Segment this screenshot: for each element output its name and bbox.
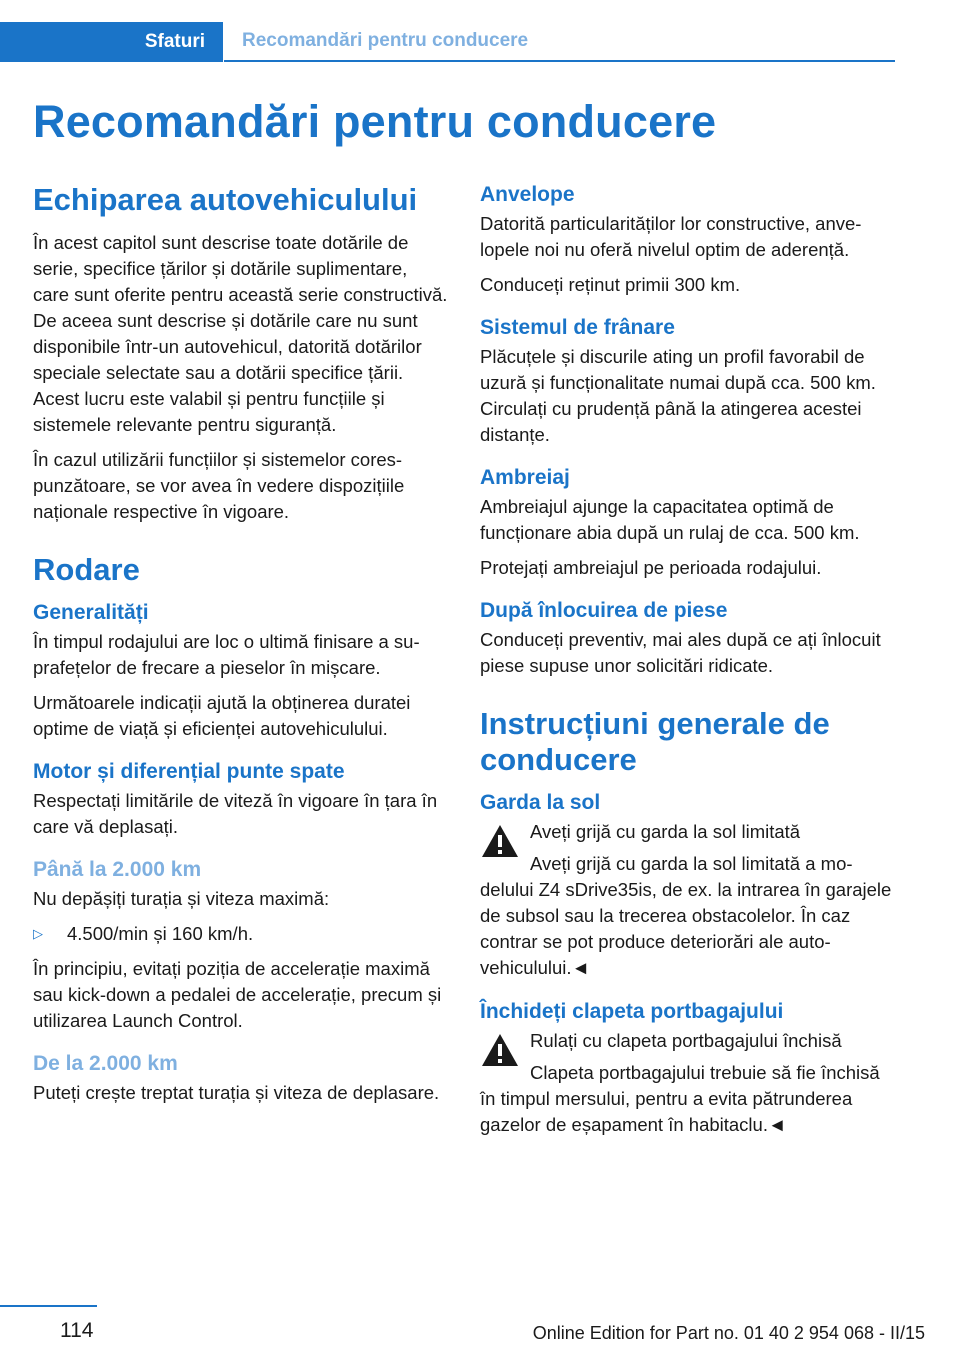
page-number: 114 (60, 1319, 94, 1342)
paragraph: Conduceți reținut primii 300 km. (480, 274, 741, 295)
spacer (480, 590, 895, 598)
subheading-clapeta: Închideți clapeta portbagajului (480, 1000, 784, 1023)
list-item (33, 921, 448, 947)
spacer (33, 849, 448, 857)
paragraph: În cazul utilizării funcțiilor și sistemelor corespunzătoare, se vor avea în vedere dispozițiile naționale respective în vigoare. (33, 449, 405, 522)
paragraph: Conduceți preventiv, mai ales după ce ați înlocuit piese supuse unor solicitări ridicate. (480, 629, 881, 676)
warning-triangle-icon (480, 823, 520, 859)
right-column (480, 182, 895, 1138)
tab-sfaturi[interactable]: Sfaturi (0, 22, 223, 62)
subheading-dupa-inlocuire: După înlocuirea de piese (480, 599, 728, 622)
subheading-garda: Garda la sol (480, 791, 601, 814)
spacer (480, 307, 895, 315)
subheading-motor: Motor și diferențial punte spate (33, 760, 345, 783)
spacer (480, 457, 895, 465)
paragraph: Puteți crește treptat turația și viteza de deplasare. (33, 1082, 440, 1103)
warning-triangle-icon (480, 1032, 520, 1068)
warning-body: Clapeta portbagajului trebuie să fie închisă în timpul mersului, pentru a evita pătrunderea gazelor de eșapament în habitaclu.◄ (480, 1062, 880, 1135)
subheading-pana-2000: Până la 2.000 km (33, 858, 202, 881)
paragraph: În principiu, evitați poziția de accelerație maximă sau kick-down a pedalei de accelerație, precum și utilizarea Launch Control. (33, 958, 442, 1031)
spacer (33, 534, 448, 552)
paragraph: Următoarele indicații ajută la obținerea duratei optime de viață și eficienței autovehiculului. (33, 692, 411, 739)
warning-body: Aveți grijă cu garda la sol limitată a modelului Z4 sDrive35is, de ex. la intrarea în garajele de subsol sau la trecerea obstacolelor. În caz contrar se pot produce deteriorări ale autovehiculului.◄ (480, 853, 892, 978)
paragraph: În timpul rodajului are loc o ultimă finisare a suprafețelor de frecare a pieselor în mișcare. (33, 631, 420, 678)
warning-title: Rulați cu clapeta portbagajului închisă (530, 1030, 842, 1051)
paragraph: Ambreiajul ajunge la capacitatea optimă de funcționare abia după un rulaj de cca. 500 km. (480, 496, 860, 543)
warning-block-clapeta (480, 1028, 895, 1138)
subheading-generalitati: Generalități (33, 601, 149, 624)
edition-note: Online Edition for Part no. 01 40 2 954 068 - II/15 (532, 1323, 925, 1343)
footer-rule (0, 1305, 97, 1307)
spacer (33, 1043, 448, 1051)
subheading-de-la-2000: De la 2.000 km (33, 1052, 178, 1075)
spacer (480, 981, 895, 999)
section-heading-instructiuni: Instrucțiuni generale de conducere (480, 706, 830, 777)
left-column (33, 182, 448, 1115)
warning-block-garda (480, 819, 895, 981)
triangle-bullet-icon: ▷ (33, 926, 43, 941)
paragraph: Plăcuțele și discurile ating un profil favorabil de uzură și funcționalitate numai după cca. 500 km. Circulați cu prudență până la atingerea acestei distanțe. (480, 346, 876, 445)
subheading-franare: Sistemul de frânare (480, 316, 675, 339)
subheading-anvelope: Anvelope (480, 183, 575, 206)
subheading-ambreiaj: Ambreiaj (480, 466, 570, 489)
paragraph: Respectați limitările de viteză în vigoare în țara în care vă deplasați. (33, 790, 438, 837)
page-title: Recomandări pentru conducere (33, 96, 717, 147)
spacer (33, 751, 448, 759)
paragraph: Nu depășiți turația și viteza maximă: (33, 888, 330, 909)
section-heading-rodare: Rodare (33, 552, 140, 587)
warning-title: Aveți grijă cu garda la sol limitată (530, 821, 801, 842)
spacer (480, 688, 895, 706)
list-item-text: 4.500/min și 160 km/h. (67, 923, 254, 944)
paragraph: În acest capitol sunt descrise toate dotările de serie, specifice țărilor și dotările suplimentare, care sunt oferite pentru această serie constructivă. De aceea sunt descrise și dotările care nu sunt disponibile într-un autovehicul, datorită dotărilor speciale selectate sau a dotării specifice țării. Acest lucru este valabil și pentru funcțiile și sistemele relevante pentru siguranță. (33, 232, 448, 435)
header-tab-bar (0, 22, 895, 62)
paragraph: Protejați ambreiajul pe perioada rodajului. (480, 557, 822, 578)
section-heading-echipare: Echiparea autovehiculului (33, 182, 418, 217)
paragraph: Datorită particularităților lor constructive, anvelopele noi nu oferă nivelul optim de aderență. (480, 213, 862, 260)
tab-section-title: Recomandări pentru conducere (224, 22, 895, 62)
